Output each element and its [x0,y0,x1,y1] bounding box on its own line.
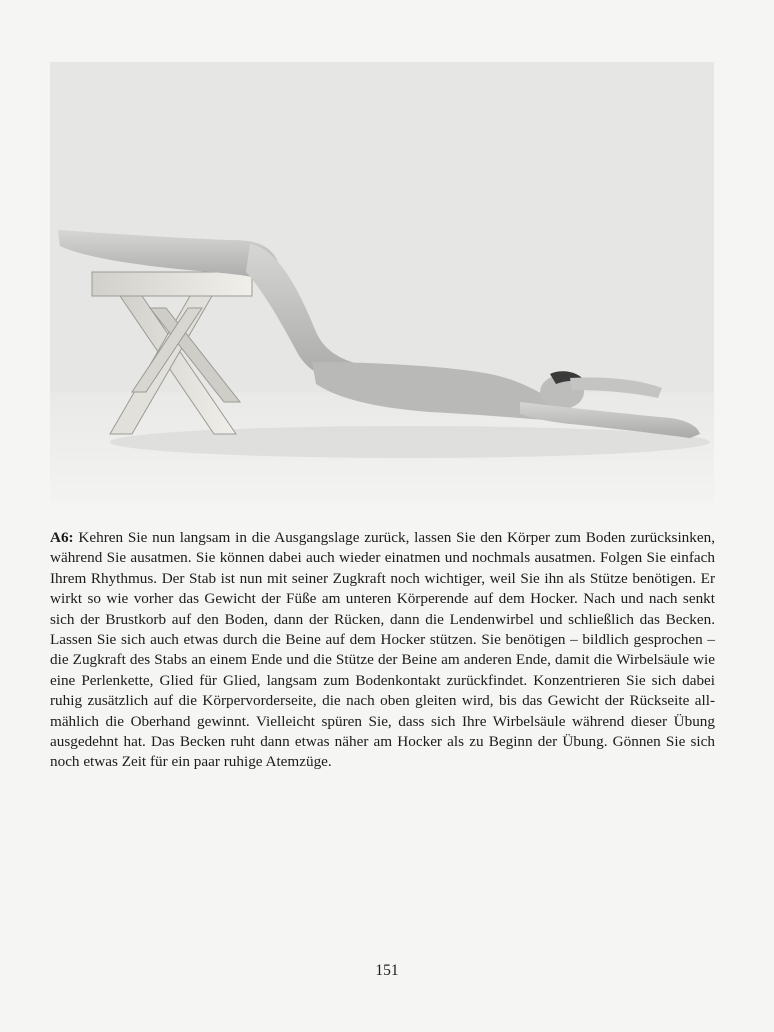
page-number: 151 [375,962,399,979]
body-paragraph [50,528,715,773]
step-label: A6: [50,529,74,546]
exercise-illustration [50,62,714,502]
step-text: Kehren Sie nun langsam in die Ausgangslage zurück, lassen Sie den Körper zum Boden zurücksinken, während Sie ausatmen. Sie können dabei auch wieder einatmen und nochmals ausatmen. Folgen Sie einfach Ihrem Rhythmus. Der Stab ist nun mit seiner Zugkraft noch wichtiger, weil Sie ihn als Stütze benötigen. Er wirkt so wie vorher das Gewicht der Füße am unteren Körperende auf dem Hocker. Nach und nach senkt sich der Brustkorb auf den Boden, dann der Rücken, dann die Lendenwirbel und schließlich das Becken. Lassen Sie sich auch etwas durch die Beine auf dem Hocker stützen. Sie benötigen – bildlich gesprochen – die Zugkraft des Stabs an einem Ende und die Stütze der Beine am anderen Ende, damit die Wirbelsäule wie eine Perlenkette, Glied für Glied, langsam zum Bodenkontakt zurückfindet. Konzentrieren Sie sich dabei ruhig zusätzlich auf die Körpervorderseite, die nach oben gleiten wird, bis das Gewicht der Rückseite allmählich die Oberhand gewinnt. Vielleicht spüren Sie, dass sich Ihre Wirbelsäule während dieser Übung ausgedehnt hat. Das Becken ruht dann etwas näher am Hocker als zu Beginn der Übung. Gönnen Sie sich noch etwas Zeit für ein paar ruhige Atemzüge. [50,529,715,771]
exercise-photo [50,62,714,502]
